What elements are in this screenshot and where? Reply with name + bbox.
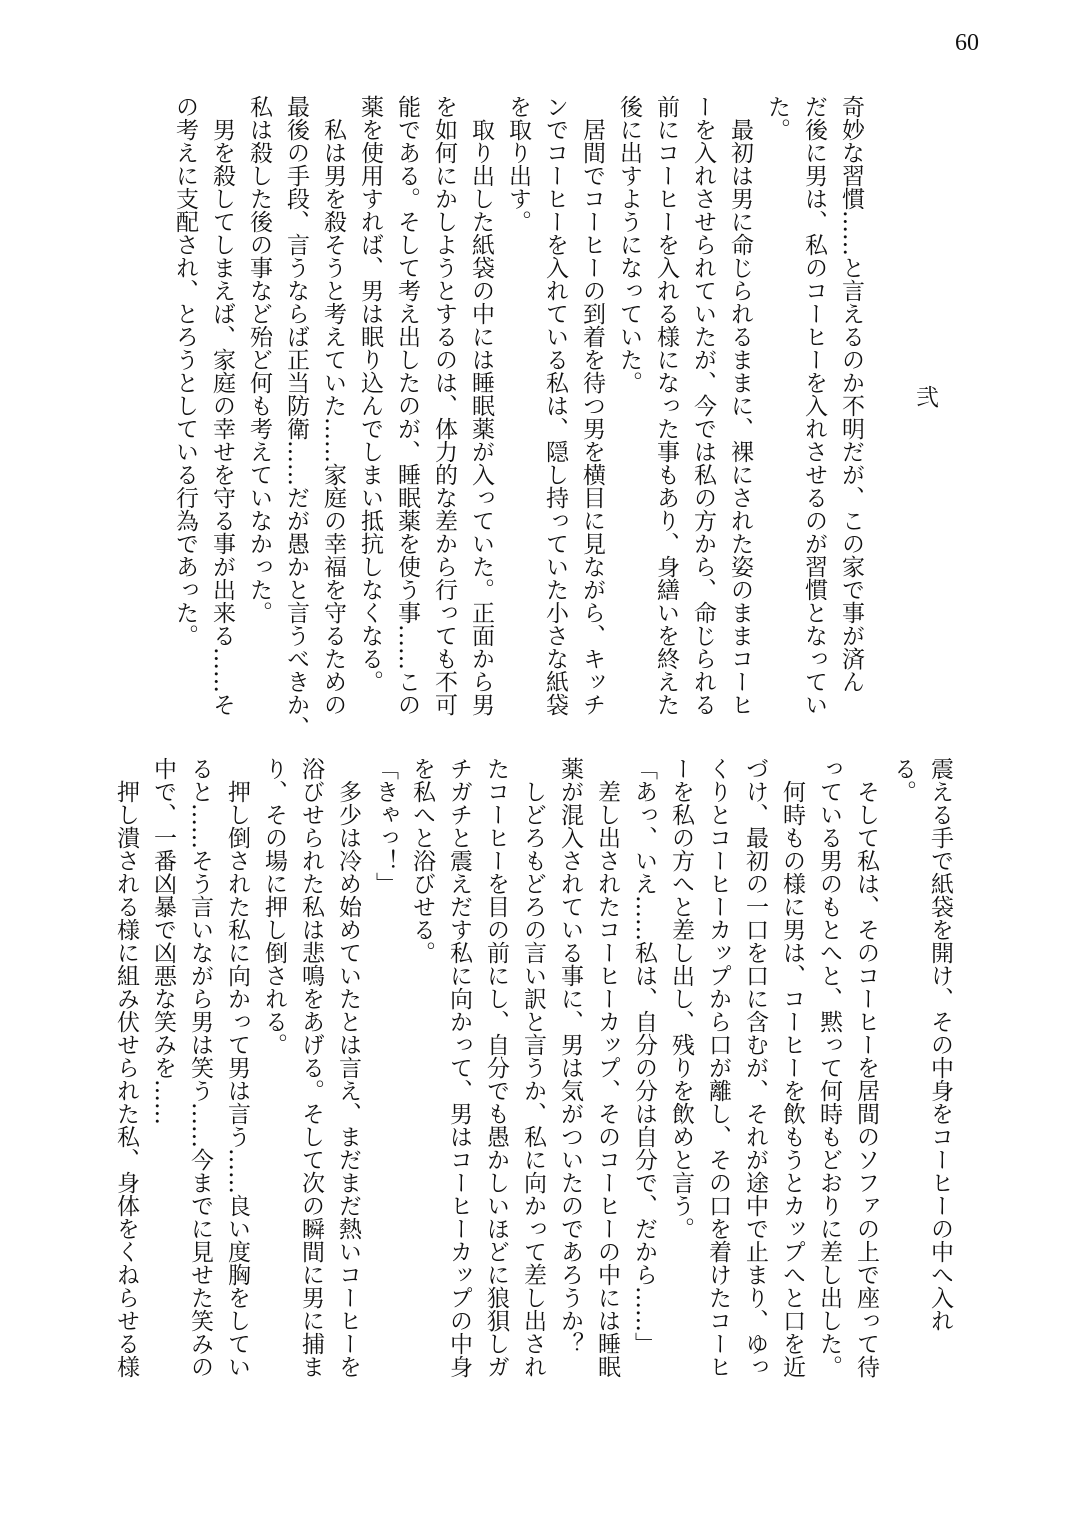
text-line: だ後に男は、私のコーヒーを入れさせるのが習慣となってい [801, 95, 827, 716]
text-line: 男を殺してしまえば、家庭の幸せを守る事が出来る……そ [209, 95, 235, 716]
text-line: ーを入れさせられていたが、今では私の方から、命じられる [690, 95, 716, 716]
text-line: 最初は男に命じられるままに、裸にされた姿のままコーヒ [727, 95, 753, 716]
text-line: 押し倒された私に向かって男は言う……良い度胸をしてい [224, 757, 250, 1378]
text-line: り、その場に押し倒される。 [261, 757, 287, 1056]
text-line: ーを私の方へと差し出し、残りを飲めと言う。 [668, 757, 694, 1240]
text-line: 中で、一番凶暴で凶悪な笑みを…… [150, 757, 176, 1125]
text-line: を取り出す。 [505, 95, 531, 233]
section-title: 弐 [912, 385, 938, 408]
text-line: 薬を使用すれば、男は眠り込んでしまい抵抗しなくなる。 [357, 95, 383, 693]
page-number: 60 [955, 30, 979, 56]
text-line: た。 [764, 95, 790, 141]
text-line: ンでコーヒーを入れている私は、隠し持っていた小さな紙袋 [542, 95, 568, 716]
upper-text-block [166, 95, 943, 739]
text-line: 浴びせられた私は悲鳴をあげる。そして次の瞬間に男に捕ま [298, 757, 324, 1378]
text-line: チガチと震えだす私に向かって、男はコーヒーカップの中身 [446, 757, 472, 1378]
text-line: しどろもどろの言い訳と言うか、私に向かって差し出され [520, 757, 546, 1378]
text-line: 前にコーヒーを入れる様になった事もあり、身繕いを終えた [653, 95, 679, 716]
text-line: づけ、最初の一口を口に含むが、それが途中で止まり、ゆっ [742, 757, 768, 1378]
text-line: 何時もの様に男は、コーヒーを飲もうとカップへと口を近 [779, 757, 805, 1378]
lower-text-block [107, 757, 958, 1457]
text-line: 能である。そして考え出したのが、睡眠薬を使う事……この [394, 95, 420, 716]
text-line: 差し出されたコーヒーカップ、そのコーヒーの中には睡眠 [594, 757, 620, 1378]
text-line: 私は男を殺そうと考えていた……家庭の幸福を守るための [320, 95, 346, 716]
text-line: ると……そう言いながら男は笑う……今までに見せた笑みの [187, 757, 213, 1378]
text-line: たコーヒーを目の前にし、自分でも愚かしいほどに狼狽しガ [483, 757, 509, 1378]
text-line: そして私は、そのコーヒーを居間のソファの上で座って待 [853, 757, 879, 1378]
text-line: 震える手で紙袋を開け、その中身をコーヒーの中へ入れ [927, 757, 953, 1332]
text-line: 「きゃっ！」 [372, 757, 398, 895]
text-line: 居間でコーヒーの到着を待つ男を横目に見ながら、キッチ [579, 95, 605, 716]
text-line: 「あっ、いえ……私は、自分の分は自分で、だから……」 [631, 757, 657, 1355]
text-line: 薬が混入されている事に、男は気がついたのであろうか？ [557, 757, 583, 1355]
text-line: くりとコーヒーカップから口が離し、その口を着けたコーヒ [705, 757, 731, 1378]
text-line: 奇妙な習慣……と言えるのか不明だが、この家で事が済ん [838, 95, 864, 693]
text-line: を私へと浴びせる。 [409, 757, 435, 964]
text-line: 押し潰される様に組み伏せられた私、身体をくねらせる様 [113, 757, 139, 1378]
text-line: 私は殺した後の事など殆ど何も考えていなかった。 [246, 95, 272, 624]
text-line: 多少は冷め始めていたとは言え、まだまだ熱いコーヒーを [335, 757, 361, 1378]
text-line: を如何にかしようとするのは、体力的な差から行っても不可 [431, 95, 457, 716]
text-line: っている男のもとへと、黙って何時もどおりに差し出した。 [816, 757, 842, 1378]
text-line: る。 [890, 757, 916, 803]
text-line: 取り出した紙袋の中には睡眠薬が入っていた。正面から男 [468, 95, 494, 716]
text-line: 最後の手段、言うならば正当防衛……だが愚かと言うべきか、 [283, 95, 309, 739]
text-line: の考えに支配され、とろうとしている行為であった。 [172, 95, 198, 647]
text-line: 後に出すようになっていた。 [616, 95, 642, 394]
